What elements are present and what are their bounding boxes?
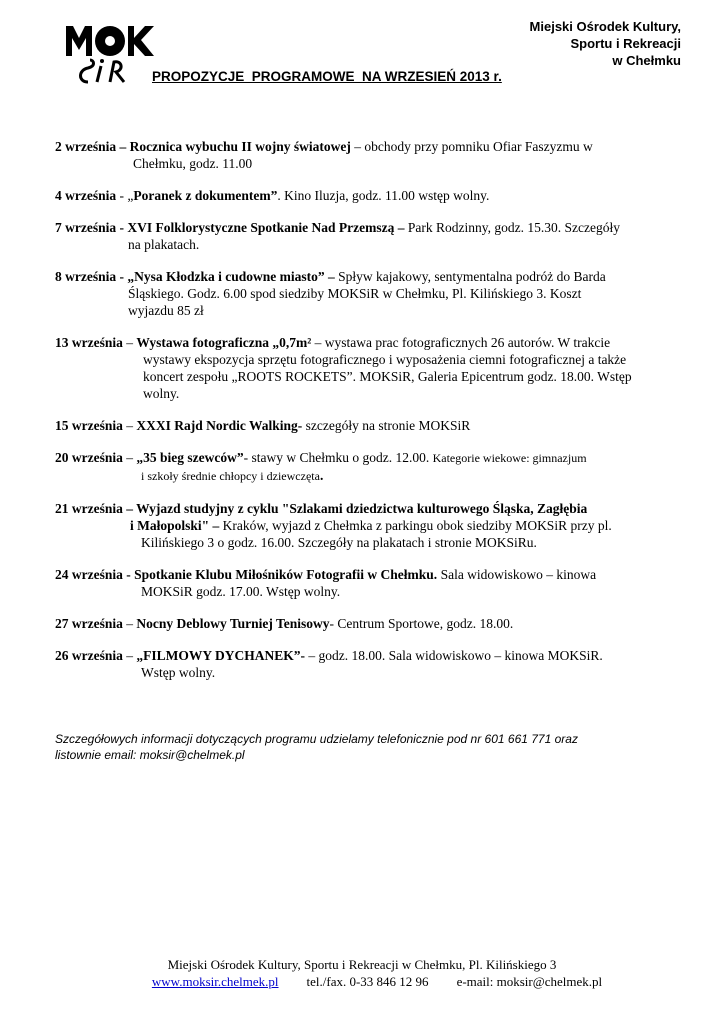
event-separator: – xyxy=(122,501,137,516)
event-item xyxy=(55,449,675,485)
event-item xyxy=(55,647,675,681)
event-item xyxy=(55,334,675,402)
event-date: 24 września xyxy=(55,567,123,582)
contact-note-line2: listownie email: moksir@chelmek.pl xyxy=(55,748,245,762)
event-title: Spotkanie Klubu Miłośników Fotografii w Chełmku. xyxy=(134,567,438,582)
contact-note-line1: Szczegółowych informacji dotyczących programu udzielamy telefonicznie pod nr 601 661 771 oraz xyxy=(55,732,578,746)
event-details: Park Rodzinny, godz. 15.30. Szczegóły xyxy=(404,220,620,235)
event-details-cont: Chełmku, godz. 11.00 xyxy=(133,156,253,171)
footer-website-link[interactable]: www.moksir.chelmek.pl xyxy=(151,974,279,989)
event-details-cont: koncert zespołu „ROOTS ROCKETS”. MOKSiR, Galeria Epicentrum godz. 18.00. Wstęp xyxy=(143,369,632,384)
page-title: PROPOZYCJE PROGRAMOWE NA WRZESIEŃ 2013 r. xyxy=(152,69,502,84)
contact-note xyxy=(55,731,675,763)
event-details: – obchody przy pomniku Ofiar Faszyzmu w xyxy=(350,139,593,154)
event-details: Sala widowiskowo – kinowa xyxy=(437,567,597,582)
event-details: - Centrum Sportowe, godz. 18.00. xyxy=(329,616,514,631)
event-separator: - xyxy=(116,188,128,203)
event-title-cont: i Małopolski" – xyxy=(130,518,220,533)
event-date: 7 września xyxy=(55,220,117,235)
org-name-line3: w Chełmku xyxy=(612,53,681,68)
event-item xyxy=(55,417,675,434)
event-details: Kraków, wyjazd z Chełmka z parkingu obok siedziby MOKSiR przy pl. xyxy=(219,518,612,533)
event-details-cont: na plakatach. xyxy=(128,237,200,252)
event-details-cont: MOKSiR godz. 17.00. Wstęp wolny. xyxy=(141,584,341,599)
event-details: – wystawa prac fotograficznych 26 autorów. W trakcie xyxy=(311,335,611,350)
event-details: - stawy w Chełmku o godz. 12.00. xyxy=(243,450,433,465)
event-title: „35 bieg szewców” xyxy=(136,450,244,465)
event-title: Wystawa fotograficzna „0,7m² xyxy=(136,335,312,350)
moksir-logo-icon xyxy=(64,22,156,88)
event-quote: „ xyxy=(127,188,134,203)
event-date: 4 września xyxy=(55,188,117,203)
event-separator: - xyxy=(116,220,128,235)
event-details: szczegóły na stronie MOKSiR xyxy=(302,418,471,433)
event-item xyxy=(55,268,675,319)
event-date: 13 września xyxy=(55,335,123,350)
event-item xyxy=(55,615,675,632)
event-details: . Kino Iluzja, godz. 11.00 wstęp wolny. xyxy=(277,188,490,203)
event-details-cont: wyjazdu 85 zł xyxy=(128,303,204,318)
org-name-line2: Sportu i Rekreacji xyxy=(570,36,681,51)
event-details-cont: i szkoły średnie chłopcy i dziewczęta xyxy=(141,469,320,483)
event-date: 21 września xyxy=(55,501,123,516)
event-separator: – xyxy=(122,418,137,433)
event-item xyxy=(55,566,675,600)
event-title: Rocznica wybuchu II wojny światowej xyxy=(129,139,351,154)
event-details-cont: Śląskiego. Godz. 6.00 spod siedziby MOKSiR w Chełmku, Pl. Kilińskiego 3. Koszt xyxy=(128,286,582,301)
event-details: – godz. 18.00. Sala widowiskowo – kinowa MOKSiR. xyxy=(305,648,603,663)
event-title: Nocny Deblowy Turniej Tenisowy xyxy=(136,616,330,631)
footer-address: Miejski Ośrodek Kultury, Sportu i Rekreacji w Chełmku, Pl. Kilińskiego 3 xyxy=(167,957,557,972)
event-separator: – xyxy=(122,335,137,350)
event-separator: – xyxy=(122,450,137,465)
event-details-end: . xyxy=(319,468,324,483)
event-title: XXXI Rajd Nordic Walking- xyxy=(136,418,303,433)
event-details-cont: wolny. xyxy=(143,386,180,401)
page-footer xyxy=(0,956,724,990)
event-date: 20 września xyxy=(55,450,123,465)
event-item xyxy=(55,219,675,253)
event-title: XVI Folklorystyczne Spotkanie Nad Przemszą – xyxy=(127,220,405,235)
event-date: 2 września xyxy=(55,139,117,154)
event-item xyxy=(55,138,675,172)
footer-phone: tel./fax. 0-33 846 12 96 xyxy=(306,974,429,989)
event-date: 8 września xyxy=(55,269,117,284)
event-item xyxy=(55,500,675,551)
event-separator: – xyxy=(122,648,137,663)
event-details: Spływ kajakowy, sentymentalna podróż do Barda xyxy=(334,269,606,284)
organization-header xyxy=(530,18,681,69)
event-details-small: Kategorie wiekowe: gimnazjum xyxy=(432,451,587,465)
event-title: Wyjazd studyjny z cyklu "Szlakami dziedzictwa kulturowego Śląska, Zagłębia xyxy=(136,501,588,516)
event-separator: - xyxy=(122,567,135,582)
event-separator: – xyxy=(122,616,137,631)
event-item xyxy=(55,187,675,204)
org-name-line1: Miejski Ośrodek Kultury, xyxy=(529,19,681,34)
event-list xyxy=(55,138,675,696)
event-date: 27 września xyxy=(55,616,123,631)
event-title: „FILMOWY DYCHANEK”- xyxy=(136,648,305,663)
event-separator: – xyxy=(116,139,130,154)
event-date: 26 września xyxy=(55,648,123,663)
event-title: „Nysa Kłodzka i cudowne miasto” – xyxy=(127,269,335,284)
event-separator: - xyxy=(116,269,128,284)
event-details-cont: Kilińskiego 3 o godz. 16.00. Szczegóły na plakatach i stronie MOKSiRu. xyxy=(141,535,537,550)
event-date: 15 września xyxy=(55,418,123,433)
event-details-cont: wystawy ekspozycja sprzętu fotograficznego i wyposażenia ciemni fotograficznej a także xyxy=(143,352,627,367)
event-details-cont: Wstęp wolny. xyxy=(141,665,216,680)
event-title: Poranek z dokumentem” xyxy=(133,188,278,203)
footer-email: e-mail: moksir@chelmek.pl xyxy=(456,974,603,989)
